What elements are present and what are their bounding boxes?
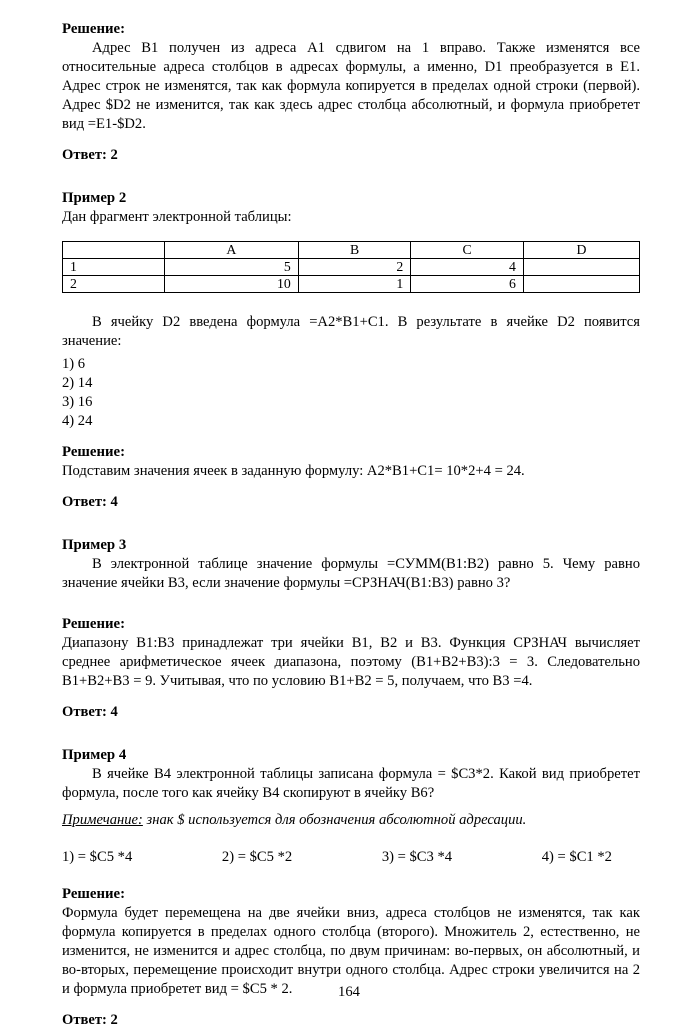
page-number: 164 bbox=[338, 984, 360, 1000]
answer-option: 1) 6 bbox=[62, 356, 86, 372]
solution-1-answer: Ответ: 2 bbox=[62, 147, 118, 163]
answer-option: 1) = $C5 *4 bbox=[62, 849, 133, 865]
table-cell: 6 bbox=[411, 276, 524, 293]
table-row-number: 1 bbox=[63, 259, 165, 276]
note-text: знак $ используется для обозначения абсолютной адресации. bbox=[142, 812, 527, 828]
answer-option: 4) 24 bbox=[62, 413, 93, 429]
example-3-solution-heading: Решение: bbox=[62, 616, 126, 632]
example-4-note bbox=[62, 811, 640, 830]
answer-option: 2) 14 bbox=[62, 375, 93, 391]
table-cell: 4 bbox=[411, 259, 524, 276]
example-2-title: Пример 2 bbox=[62, 190, 127, 206]
solution-1-text: Адрес В1 получен из адреса А1 сдвигом на 1 вправо. Также изменятся все относительные адреса столбцов в адресах формулы, а именно, D1 преобразуется в Е1. Адрес строк не изменятся, так как формула копируется в пределах одной строки (первой). Адрес $D2 не изменится, так как здесь адрес столбца абсолютный, и формула приобретет вид =Е1-$D2. bbox=[62, 40, 640, 132]
answer-option: 3) 16 bbox=[62, 394, 93, 410]
example-4-title: Пример 4 bbox=[62, 747, 127, 763]
table-row bbox=[63, 259, 640, 276]
table-cell: 2 bbox=[298, 259, 411, 276]
example-4-answer: Ответ: 2 bbox=[62, 1012, 118, 1024]
example-2-question: В ячейку D2 введена формула =А2*В1+С1. В результате в ячейке D2 появится значение: bbox=[62, 314, 640, 349]
example-2-solution-heading: Решение: bbox=[62, 444, 126, 460]
example-2-solution: Подставим значения ячеек в заданную формулу: А2*В1+С1= 10*2+4 = 24. bbox=[62, 463, 525, 479]
example-4-question: В ячейке В4 электронной таблицы записана формула = $С3*2. Какой вид приобретет формула, после того как ячейку В4 скопируют в ячейку В6? bbox=[62, 766, 640, 801]
solution-1-section bbox=[62, 20, 640, 165]
table-col-d: D bbox=[523, 242, 639, 259]
table-cell bbox=[523, 276, 639, 293]
table-cell: 1 bbox=[298, 276, 411, 293]
answer-option: 4) = $C1 *2 bbox=[541, 849, 612, 865]
example-2-answer: Ответ: 4 bbox=[62, 494, 118, 510]
table-col-c: С bbox=[411, 242, 524, 259]
example-4-options bbox=[62, 848, 640, 867]
note-label: Примечание: bbox=[62, 812, 143, 828]
table-cell: 10 bbox=[164, 276, 298, 293]
example-3-question: В электронной таблице значение формулы =СУММ(В1:В2) равно 5. Чему равно значение ячейки В3, если значение формулы =СРЗНАЧ(В1:В3) равно 3? bbox=[62, 556, 640, 591]
example-3-section bbox=[62, 536, 640, 722]
table-cell: 5 bbox=[164, 259, 298, 276]
example-3-answer: Ответ: 4 bbox=[62, 704, 118, 720]
example-3-title: Пример 3 bbox=[62, 537, 127, 553]
answer-option: 3) = $C3 *4 bbox=[381, 849, 453, 865]
answer-option: 2) = $C5 *2 bbox=[221, 849, 293, 865]
table-corner-cell bbox=[63, 242, 165, 259]
example-2-intro: Дан фрагмент электронной таблицы: bbox=[62, 209, 292, 225]
solution-1-heading: Решение: bbox=[62, 21, 126, 37]
example-2-section bbox=[62, 189, 640, 512]
table-header-row bbox=[63, 242, 640, 259]
table-cell bbox=[523, 259, 639, 276]
table-col-b: В bbox=[298, 242, 411, 259]
example-3-solution: Диапазону В1:В3 принадлежат три ячейки В1, В2 и В3. Функция СРЗНАЧ вычисляет среднее арифметическое ячеек диапазона, поэтому (В1+В2+В3):3 = 3. Следовательно В1+В2+В3 = 9. Учитывая, что по условию В1+В2 = 5, получаем, что В3 =4. bbox=[62, 635, 640, 689]
table-row bbox=[63, 276, 640, 293]
example-4-solution-heading: Решение: bbox=[62, 886, 126, 902]
spreadsheet-table bbox=[62, 241, 640, 293]
table-col-a: А bbox=[164, 242, 298, 259]
example-4-solution: Формула будет перемещена на две ячейки вниз, адреса столбцов не изменятся, так как формула копируется в пределах одного столбца (второго). Множитель 2, естественно, не изменится, не изменится и адрес столбца, по двум причинам: во-первых, он абсолютный, и во-вторых, перемещение происходит внутри одного столбца. Адрес строки увеличится на 2 и формула приобретет вид = $С5 * 2. bbox=[62, 905, 640, 997]
example-2-options bbox=[62, 355, 640, 431]
table-row-number: 2 bbox=[63, 276, 165, 293]
